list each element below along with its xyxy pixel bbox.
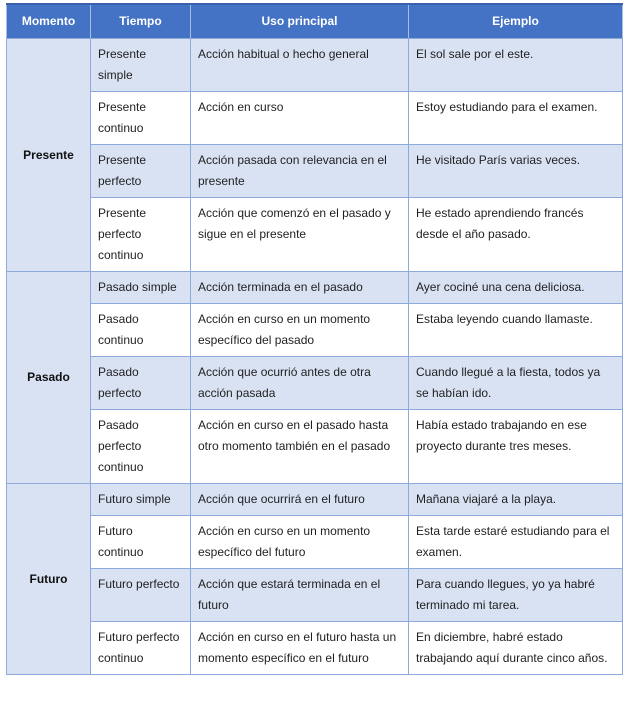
column-header-ejemplo: Ejemplo <box>409 4 623 39</box>
column-header-uso-principal: Uso principal <box>191 4 409 39</box>
tiempo-cell: Futuro perfecto continuo <box>91 622 191 675</box>
table-row <box>7 92 623 145</box>
table-row <box>7 516 623 569</box>
ejemplo-cell: En diciembre, habré estado trabajando aquí durante cinco años. <box>409 622 623 675</box>
ejemplo-cell: Estaba leyendo cuando llamaste. <box>409 304 623 357</box>
tiempo-cell: Presente simple <box>91 39 191 92</box>
uso-cell: Acción que estará terminada en el futuro <box>191 569 409 622</box>
ejemplo-cell: He visitado París varias veces. <box>409 145 623 198</box>
uso-cell: Acción habitual o hecho general <box>191 39 409 92</box>
ejemplo-cell: He estado aprendiendo francés desde el año pasado. <box>409 198 623 272</box>
tiempo-cell: Futuro continuo <box>91 516 191 569</box>
tiempo-cell: Presente continuo <box>91 92 191 145</box>
table-row <box>7 304 623 357</box>
table-row <box>7 39 623 92</box>
uso-cell: Acción pasada con relevancia en el presente <box>191 145 409 198</box>
uso-cell: Acción en curso en el pasado hasta otro momento también en el pasado <box>191 410 409 484</box>
uso-cell: Acción que ocurrirá en el futuro <box>191 484 409 516</box>
ejemplo-cell: Esta tarde estaré estudiando para el examen. <box>409 516 623 569</box>
table-row <box>7 145 623 198</box>
table-row <box>7 272 623 304</box>
ejemplo-cell: Mañana viajaré a la playa. <box>409 484 623 516</box>
ejemplo-cell: Para cuando llegues, yo ya habré terminado mi tarea. <box>409 569 623 622</box>
table-header <box>7 4 623 39</box>
tiempo-cell: Futuro simple <box>91 484 191 516</box>
verb-tenses-table <box>6 3 623 675</box>
table-row <box>7 484 623 516</box>
momento-cell: Presente <box>7 39 91 272</box>
table-row <box>7 569 623 622</box>
tiempo-cell: Pasado perfecto <box>91 357 191 410</box>
tiempo-cell: Presente perfecto <box>91 145 191 198</box>
ejemplo-cell: El sol sale por el este. <box>409 39 623 92</box>
uso-cell: Acción terminada en el pasado <box>191 272 409 304</box>
table-body <box>7 39 623 675</box>
table-row <box>7 622 623 675</box>
table-row <box>7 410 623 484</box>
tiempo-cell: Pasado simple <box>91 272 191 304</box>
ejemplo-cell: Cuando llegué a la fiesta, todos ya se habían ido. <box>409 357 623 410</box>
uso-cell: Acción en curso en el futuro hasta un momento específico en el futuro <box>191 622 409 675</box>
column-header-tiempo: Tiempo <box>91 4 191 39</box>
ejemplo-cell: Había estado trabajando en ese proyecto durante tres meses. <box>409 410 623 484</box>
uso-cell: Acción que comenzó en el pasado y sigue en el presente <box>191 198 409 272</box>
uso-cell: Acción en curso en un momento específico del pasado <box>191 304 409 357</box>
table-row <box>7 198 623 272</box>
ejemplo-cell: Estoy estudiando para el examen. <box>409 92 623 145</box>
tiempo-cell: Pasado perfecto continuo <box>91 410 191 484</box>
momento-cell: Pasado <box>7 272 91 484</box>
tiempo-cell: Presente perfecto continuo <box>91 198 191 272</box>
header-row <box>7 4 623 39</box>
uso-cell: Acción en curso en un momento específico del futuro <box>191 516 409 569</box>
tiempo-cell: Futuro perfecto <box>91 569 191 622</box>
column-header-momento: Momento <box>7 4 91 39</box>
uso-cell: Acción que ocurrió antes de otra acción pasada <box>191 357 409 410</box>
uso-cell: Acción en curso <box>191 92 409 145</box>
ejemplo-cell: Ayer cociné una cena deliciosa. <box>409 272 623 304</box>
table-row <box>7 357 623 410</box>
tiempo-cell: Pasado continuo <box>91 304 191 357</box>
momento-cell: Futuro <box>7 484 91 675</box>
